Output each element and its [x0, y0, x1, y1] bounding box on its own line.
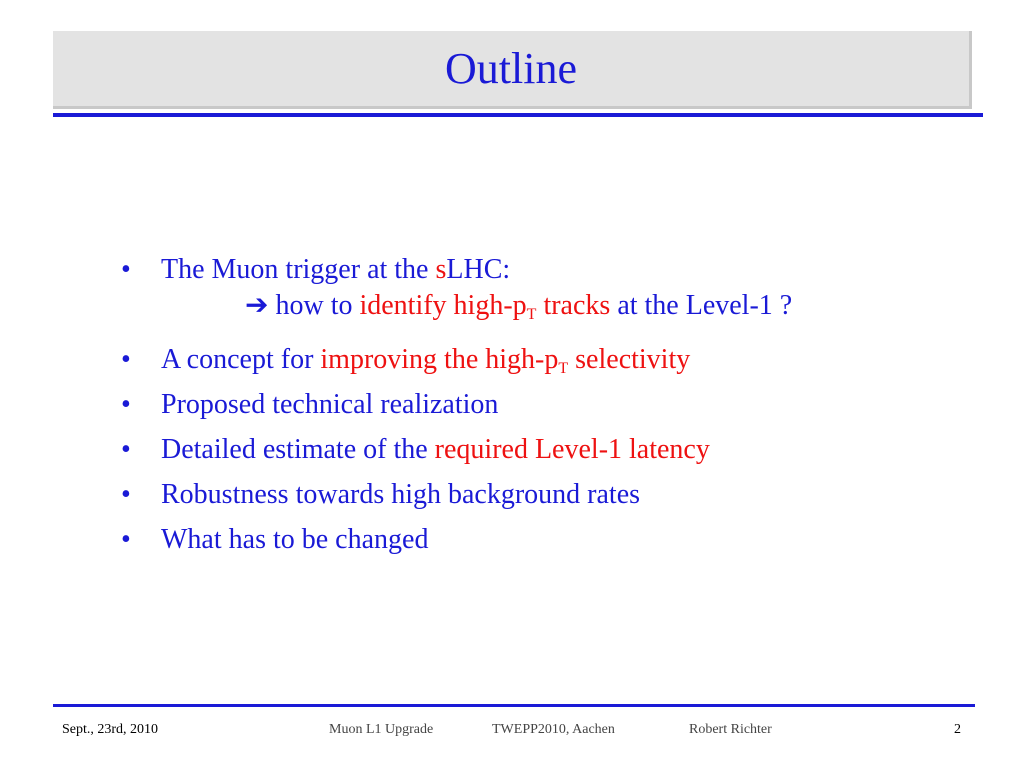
sub-bullet-line: [161, 290, 793, 323]
bullet-dot: •: [121, 434, 131, 465]
bullet-item: [118, 346, 792, 391]
page-number: 2: [954, 722, 961, 737]
bullet-text: Robustness towards high background rates: [161, 479, 641, 510]
bullet-text: What has to be changed: [161, 524, 429, 555]
bullet-text: A concept for: [161, 344, 321, 375]
bullet-list: [118, 256, 792, 571]
bullet-item: [118, 526, 792, 571]
sub-bullet-text: how to: [268, 290, 360, 321]
sub-bullet-highlight: tracks: [536, 290, 611, 321]
bullet-dot: •: [121, 254, 131, 285]
title-box: [53, 31, 972, 109]
title-underline: [53, 113, 983, 117]
bullet-highlight: s: [435, 254, 447, 285]
bullet-highlight: selectivity: [568, 344, 691, 375]
footer-author: Robert Richter: [689, 722, 772, 737]
bullet-text: LHC:: [446, 254, 511, 285]
footer-topic: Muon L1 Upgrade: [329, 722, 434, 737]
slide-title: Outline: [445, 44, 577, 93]
bullet-item: [118, 391, 792, 436]
footer-date: Sept., 23rd, 2010: [62, 722, 159, 737]
bullet-item: [118, 481, 792, 526]
bullet-text: The Muon trigger at the: [161, 254, 436, 285]
sub-bullet-highlight: identify high-p: [359, 290, 527, 321]
bullet-item: [118, 436, 792, 481]
footer-conference: TWEPP2010, Aachen: [492, 722, 615, 737]
subscript-t: T: [558, 360, 569, 377]
bullet-text: Proposed technical realization: [161, 389, 499, 420]
bullet-dot: •: [121, 479, 131, 510]
bullet-highlight: improving the high-p: [320, 344, 559, 375]
bullet-highlight: required Level-1 latency: [434, 434, 710, 465]
bullet-dot: •: [121, 389, 131, 420]
arrow-icon: ➔: [245, 290, 269, 321]
subscript-t: T: [526, 306, 537, 323]
sub-bullet-text: at the Level-1 ?: [610, 290, 793, 321]
footer-divider: [53, 704, 975, 707]
bullet-dot: •: [121, 524, 131, 555]
bullet-item: [118, 256, 792, 346]
bullet-text: Detailed estimate of the: [161, 434, 435, 465]
bullet-dot: •: [121, 344, 131, 375]
